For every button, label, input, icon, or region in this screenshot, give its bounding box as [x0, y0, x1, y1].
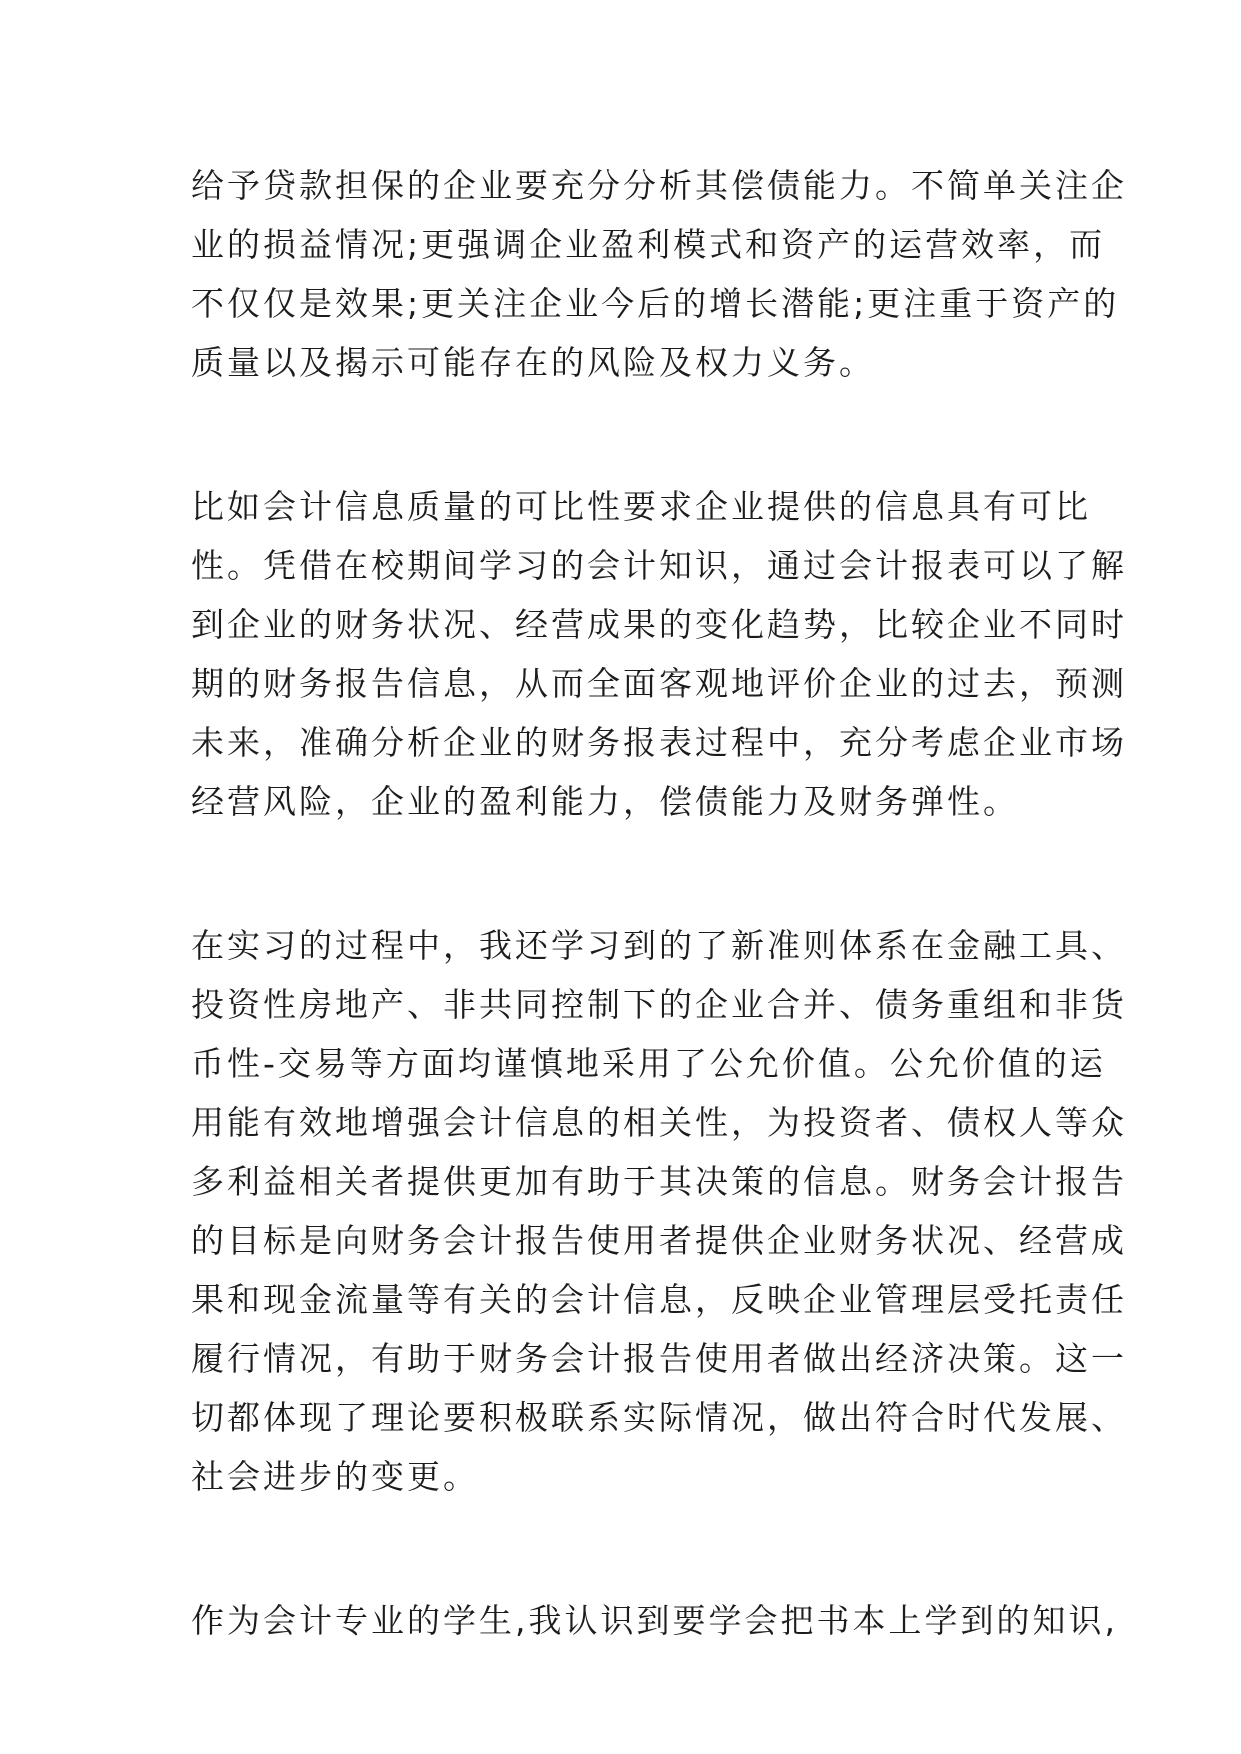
text-line: 果和现金流量等有关的会计信息，反映企业管理层受托责任 — [191, 1280, 1127, 1319]
text-line: 给予贷款担保的企业要充分分析其偿债能力。不简单关注企 — [191, 166, 1127, 205]
text-line: 在实习的过程中，我还学习到的了新准则体系在金融工具、 — [191, 926, 1127, 965]
text-line: 用能有效地增强会计信息的相关性，为投资者、债权人等众 — [191, 1103, 1127, 1142]
paragraph-loan-guarantee — [191, 156, 1127, 392]
text-line: 多利益相关者提供更加有助于其决策的信息。财务会计报告 — [191, 1162, 1127, 1201]
text-line: 不仅仅是效果;更关注企业今后的增长潜能;更注重于资产的 — [191, 284, 1120, 323]
text-line: 切都体现了理论要积极联系实际情况，做出符合时代发展、 — [191, 1398, 1127, 1437]
text-line: 履行情况，有助于财务会计报告使用者做出经济决策。这一 — [191, 1339, 1127, 1378]
paragraph-comparability — [191, 477, 1127, 831]
text-line: 到企业的财务状况、经营成果的变化趋势，比较企业不同时 — [191, 605, 1127, 644]
text-line: 经营风险，企业的盈利能力，偿债能力及财务弹性。 — [191, 782, 1019, 821]
text-line: 期的财务报告信息，从而全面客观地评价企业的过去，预测 — [191, 664, 1127, 703]
text-line: 投资性房地产、非共同控制下的企业合并、债务重组和非货 — [191, 985, 1127, 1024]
text-line: 币性-交易等方面均谨慎地采用了公允价值。公允价值的运 — [191, 1044, 1106, 1083]
text-line: 性。凭借在校期间学习的会计知识，通过会计报表可以了解 — [191, 546, 1127, 585]
text-line: 社会进步的变更。 — [191, 1457, 479, 1496]
text-line: 作为会计专业的学生,我认识到要学会把书本上学到的知识, — [191, 1601, 1118, 1640]
body-text — [191, 156, 1127, 1735]
paragraph-fair-value — [191, 916, 1127, 1506]
text-line: 比如会计信息质量的可比性要求企业提供的信息具有可比 — [191, 487, 1091, 526]
text-line: 质量以及揭示可能存在的风险及权力义务。 — [191, 343, 875, 382]
text-line: 的目标是向财务会计报告使用者提供企业财务状况、经营成 — [191, 1221, 1127, 1260]
text-line: 业的损益情况;更强调企业盈利模式和资产的运营效率，而 — [191, 225, 1106, 264]
text-line: 未来，准确分析企业的财务报表过程中，充分考虑企业市场 — [191, 723, 1127, 762]
paragraph-accounting-student — [191, 1591, 1118, 1650]
